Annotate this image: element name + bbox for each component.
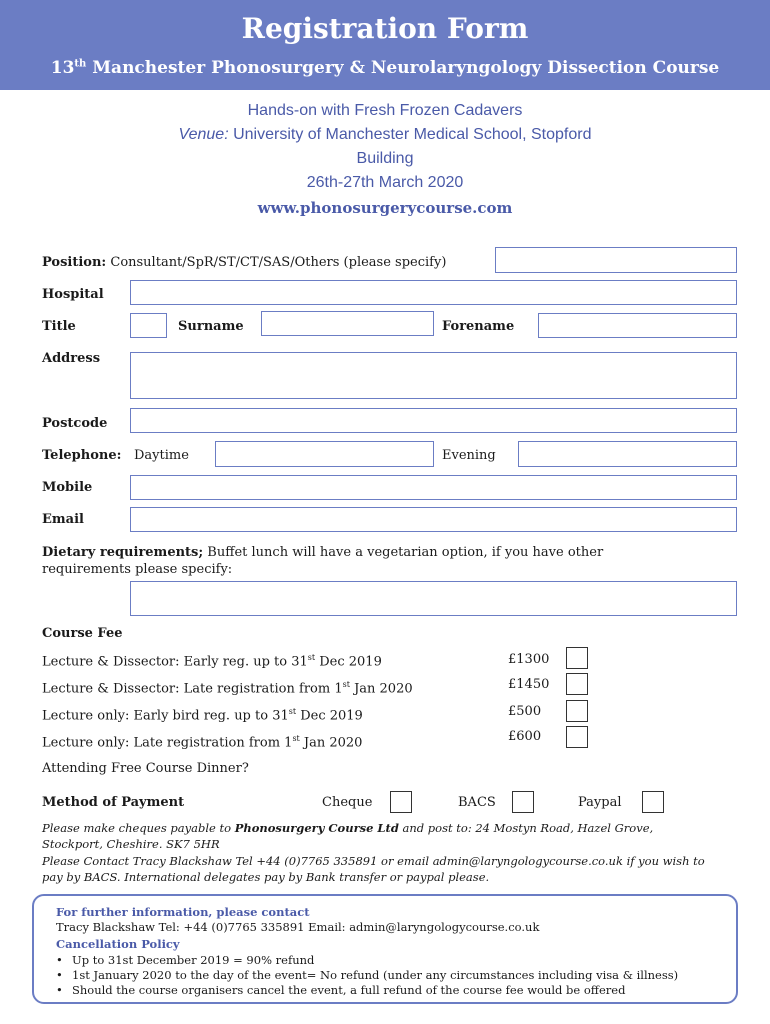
- cheque-label: Cheque: [322, 795, 373, 810]
- cancellation-item: [56, 968, 678, 982]
- fee-1-text: Lecture & Dissector: Early reg. up to 31: [42, 654, 308, 670]
- evening-label: Evening: [442, 448, 496, 463]
- fee-4-amount: £600: [508, 729, 542, 744]
- email-label: Email: [42, 512, 84, 527]
- paypal-checkbox[interactable]: [642, 791, 664, 813]
- mobile-input[interactable]: [130, 475, 737, 500]
- cheque-address-2: Stockport, Cheshire. SK7 5HR: [42, 837, 220, 851]
- fee-line-1: [42, 653, 382, 669]
- cheque-note-text: Please make cheques payable to: [42, 821, 235, 835]
- bullet-icon: •: [56, 968, 63, 982]
- mobile-label: Mobile: [42, 480, 93, 495]
- dietary-input[interactable]: [130, 581, 737, 616]
- title-label: Title: [42, 319, 76, 334]
- surname-input[interactable]: [261, 311, 434, 336]
- fee-4-date: Jan 2020: [299, 735, 363, 751]
- surname-label: Surname: [178, 319, 244, 334]
- course-fee-heading: Course Fee: [42, 626, 123, 641]
- cancellation-item-text: Should the course organisers cancel the event, a full refund of the course fee would be offered: [72, 983, 626, 997]
- dates: 26th-27th March 2020: [306, 174, 464, 191]
- contact-details: Tracy Blackshaw Tel: +44 (0)7765 335891 Email: admin@laryngologycourse.co.uk: [56, 920, 540, 934]
- course-number-suffix: th: [74, 58, 87, 70]
- cheque-address: and post to: 24 Mostyn Road, Hazel Grove,: [398, 821, 654, 835]
- form-title: Registration Form: [241, 12, 529, 45]
- evening-phone-input[interactable]: [518, 441, 737, 467]
- fee-3-text: Lecture only: Early bird reg. up to 31: [42, 708, 289, 724]
- fee-2-checkbox[interactable]: [566, 673, 588, 695]
- website-link[interactable]: www.phonosurgerycourse.com: [257, 199, 513, 217]
- postcode-label: Postcode: [42, 416, 108, 431]
- hospital-input[interactable]: [130, 280, 737, 305]
- cheque-payee: Phonosurgery Course Ltd: [234, 821, 399, 835]
- address-label: Address: [42, 351, 101, 366]
- cancellation-heading: Cancellation Policy: [56, 937, 180, 951]
- payment-method-label: Method of Payment: [42, 795, 185, 810]
- fee-1-date: Dec 2019: [315, 654, 382, 670]
- forename-input[interactable]: [538, 313, 737, 338]
- cancellation-item: [56, 983, 625, 997]
- fee-line-4: [42, 734, 362, 750]
- fee-2-date: Jan 2020: [349, 681, 413, 697]
- course-name: Manchester Phonosurgery & Neurolaryngology Dissection Course: [86, 58, 720, 78]
- venue-line-2: Building: [356, 150, 414, 167]
- email-input[interactable]: [130, 507, 737, 532]
- dietary-text: Buffet lunch will have a vegetarian option, if you have other: [203, 545, 604, 560]
- fee-4-checkbox[interactable]: [566, 726, 588, 748]
- fee-3-checkbox[interactable]: [566, 700, 588, 722]
- fee-3-sup: st: [288, 707, 297, 716]
- address-input[interactable]: [130, 352, 737, 399]
- hospital-label: Hospital: [42, 287, 104, 302]
- bullet-icon: •: [56, 953, 63, 967]
- fee-1-amount: £1300: [508, 652, 550, 667]
- position-row: [42, 255, 446, 270]
- fee-4-sup: st: [292, 734, 300, 743]
- info-box: [32, 894, 738, 1004]
- dietary-label: Dietary requirements;: [42, 545, 204, 560]
- venue-line: [0, 126, 770, 144]
- bacs-label: BACS: [458, 795, 496, 810]
- daytime-phone-input[interactable]: [215, 441, 434, 467]
- cheque-instructions: [42, 820, 742, 852]
- position-label: Position:: [42, 255, 107, 270]
- fee-line-2: [42, 680, 413, 696]
- contact-heading: For further information, please contact: [56, 905, 310, 919]
- cancellation-item: [56, 953, 314, 967]
- fee-1-sup: st: [307, 653, 316, 662]
- bullet-icon: •: [56, 983, 63, 997]
- venue-label: Venue:: [178, 126, 229, 143]
- fee-1-checkbox[interactable]: [566, 647, 588, 669]
- fee-4-text: Lecture only: Late registration from 1: [42, 735, 293, 751]
- fee-2-text: Lecture & Dissector: Late registration from 1: [42, 681, 343, 697]
- dietary-row: [42, 545, 603, 560]
- dietary-text-2: requirements please specify:: [42, 562, 233, 577]
- cancellation-item-text: 1st January 2020 to the day of the event= No refund (under any circumstances including visa & illness): [72, 968, 679, 982]
- intro-line: Hands-on with Fresh Frozen Cadavers: [247, 102, 523, 119]
- bacs-note-text-2: pay by BACS. International delegates pay by Bank transfer or paypal please.: [42, 870, 490, 884]
- daytime-label: Daytime: [134, 448, 189, 463]
- bacs-checkbox[interactable]: [512, 791, 534, 813]
- fee-3-date: Dec 2019: [296, 708, 363, 724]
- bacs-instructions: [42, 853, 742, 885]
- cancellation-item-text: Up to 31st December 2019 = 90% refund: [72, 953, 315, 967]
- dinner-question: Attending Free Course Dinner?: [42, 761, 249, 776]
- paypal-label: Paypal: [578, 795, 622, 810]
- cheque-checkbox[interactable]: [390, 791, 412, 813]
- forename-label: Forename: [442, 319, 515, 334]
- position-input[interactable]: [495, 247, 737, 273]
- header-banner: [0, 0, 770, 90]
- title-input[interactable]: [130, 313, 167, 338]
- course-title: [0, 58, 770, 78]
- fee-3-amount: £500: [508, 704, 542, 719]
- fee-2-sup: st: [342, 680, 350, 689]
- postcode-input[interactable]: [130, 408, 737, 433]
- fee-line-3: [42, 707, 363, 723]
- telephone-label: Telephone:: [42, 448, 122, 463]
- bacs-note-text: Please Contact Tracy Blackshaw Tel +44 (0)7765 335891 or email admin@laryngologycourse.co.uk if you wish to: [42, 854, 705, 868]
- course-number: 13: [50, 58, 75, 78]
- position-options: Consultant/SpR/ST/CT/SAS/Others (please specify): [106, 255, 447, 270]
- fee-2-amount: £1450: [508, 677, 550, 692]
- venue-text: University of Manchester Medical School, Stopford: [228, 126, 592, 143]
